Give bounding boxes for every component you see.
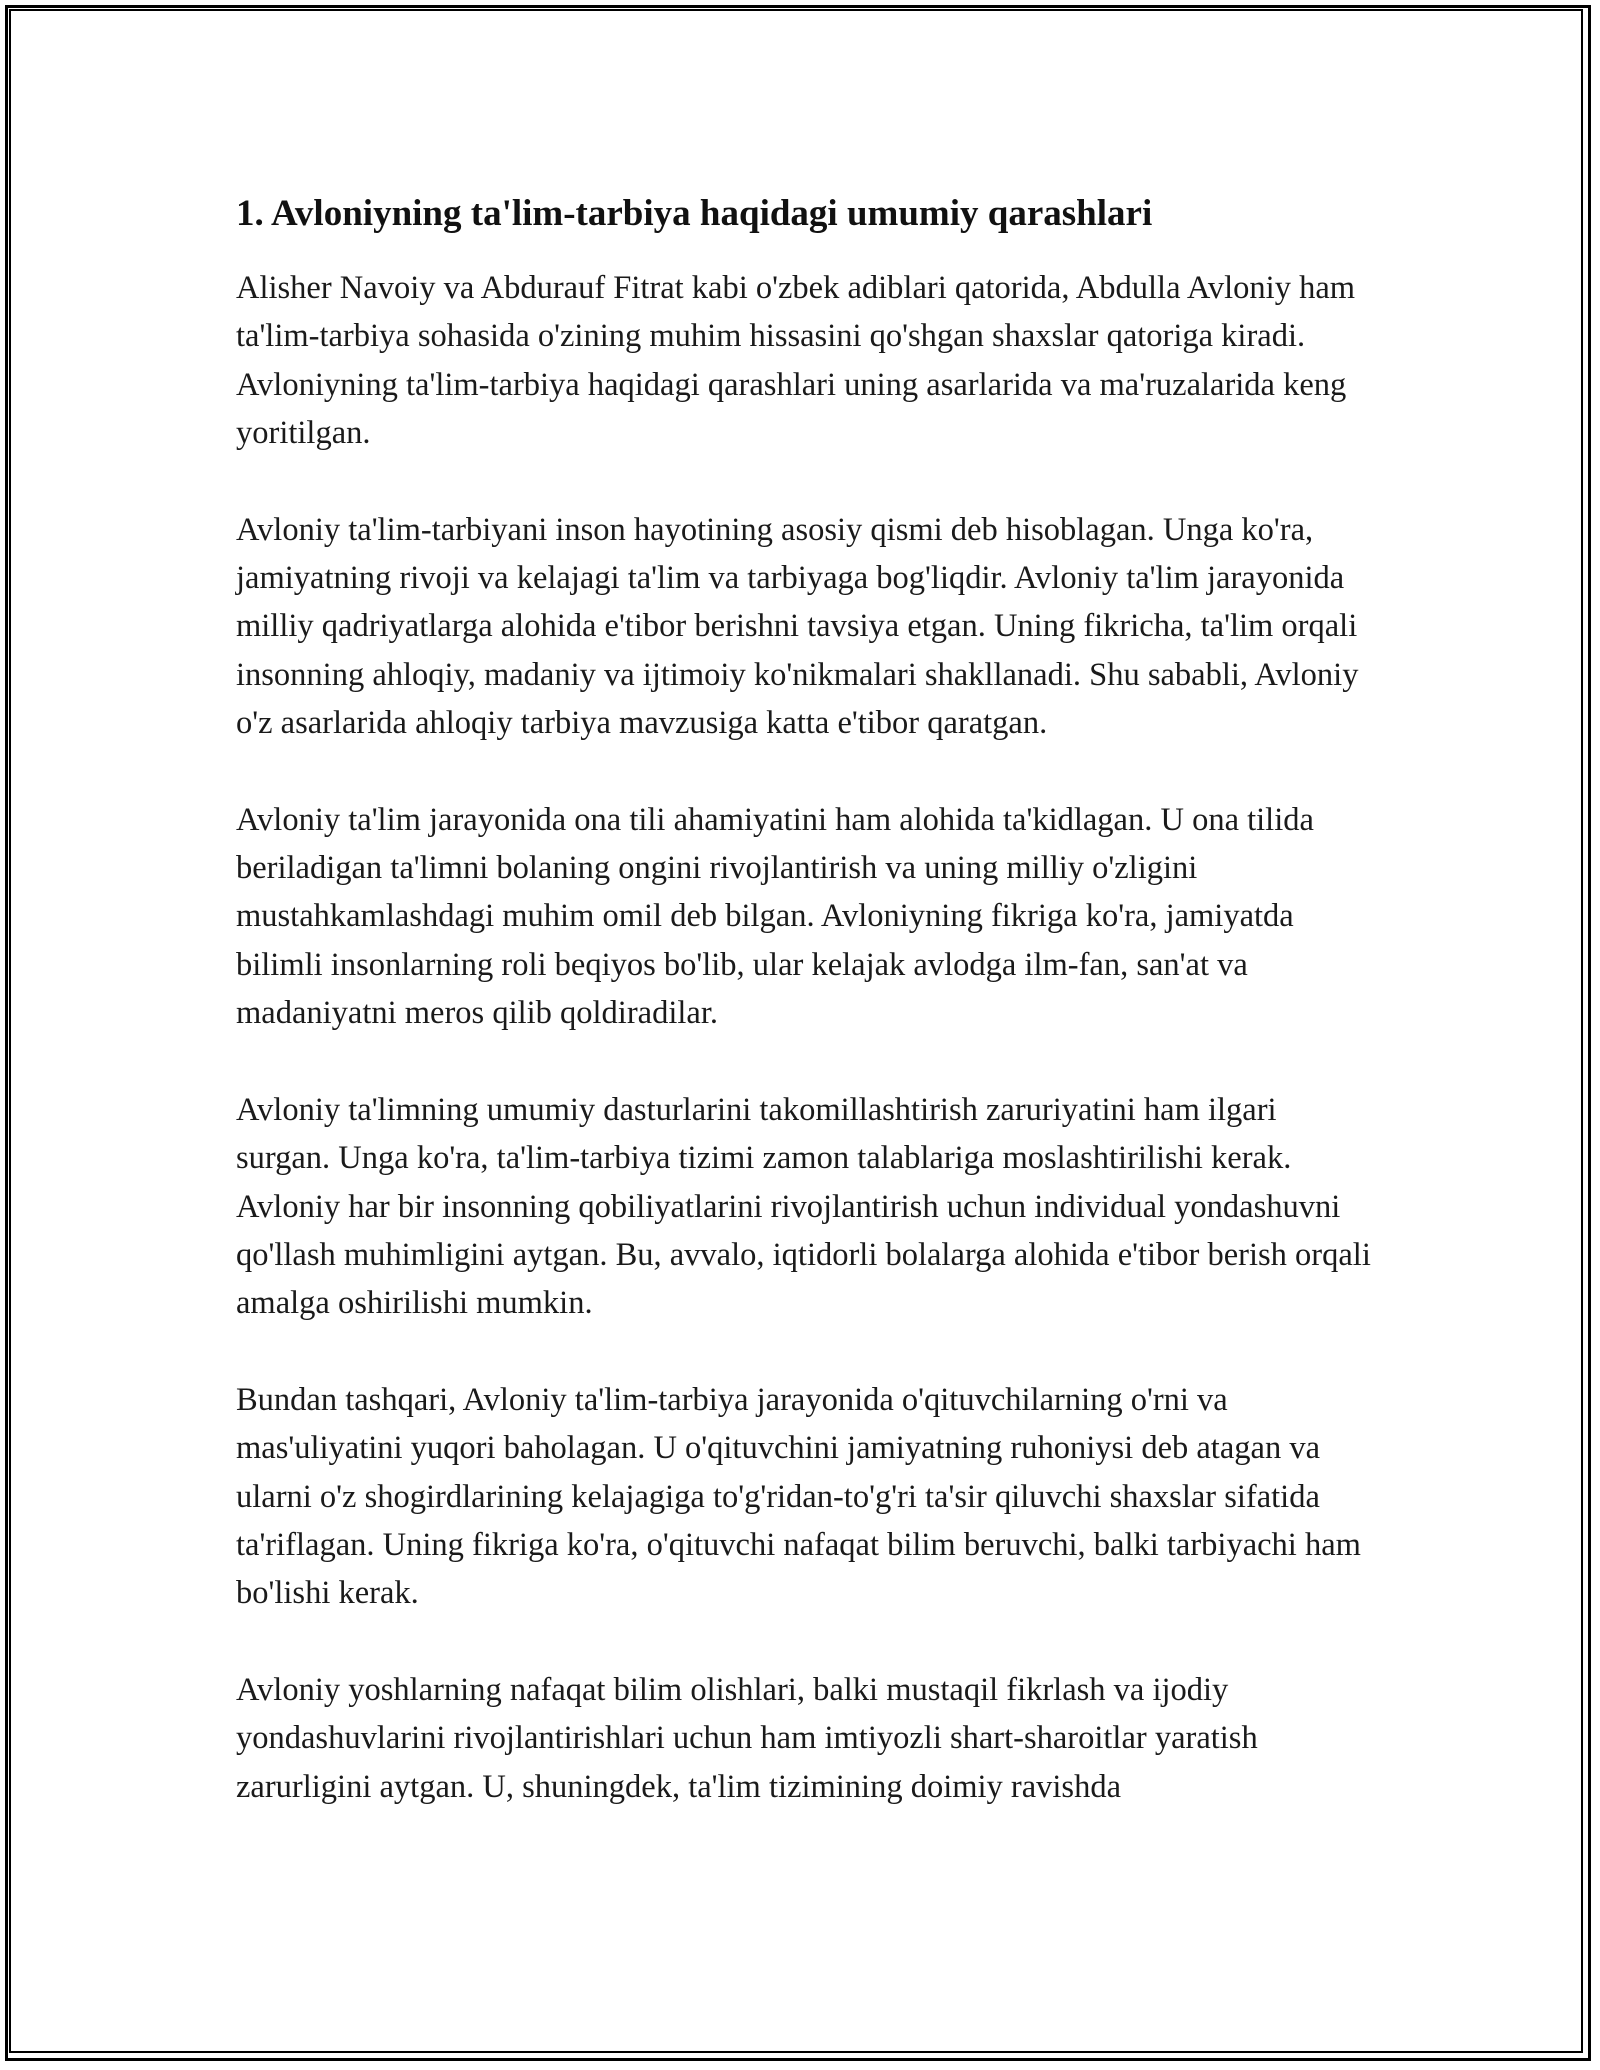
paragraph-5: Bundan tashqari, Avloniy ta'lim-tarbiya jarayonida o'qituvchilarning o'rni va mas'uliyatini yuqori baholagan. U o'qituvchini jamiyatning ruhoniysi deb atagan va ularni o'z shogirdlarining kelajagiga to'g'ridan-to'g'ri ta'sir qiluvchi shaxslar sifatida ta'riflagan. Uning fikriga ko'ra, o'qituvchi nafaqat bilim beruvchi, balki tarbiyachi ham bo'lishi kerak. — [236, 1381, 1361, 1612]
paragraph-2: Avloniy ta'lim-tarbiyani inson hayotining asosiy qismi deb hisoblagan. Unga ko'ra, jamiyatning rivoji va kelajagi ta'lim va tarbiyaga bog'liqdir. Avloniy ta'lim jarayonida milliy qadriyatlarga alohida e'tibor berishni tavsiya etgan. Uning fikricha, ta'lim orqali insonning ahloqiy, madaniy va ijtimoiy ko'nikmalari shakllanadi. Shu sababli, Avloniy o'z asarlarida ahloqiy tarbiya mavzusiga katta e'tibor qaratgan. — [236, 511, 1359, 742]
document-body — [236, 190, 1376, 1859]
paragraph-1: Alisher Navoiy va Abdurauf Fitrat kabi o'zbek adiblari qatorida, Abdulla Avloniy ham ta'lim-tarbiya sohasida o'zining muhim hissasini qo'shgan shaxslar qatoriga kiradi. Avloniyning ta'lim-tarbiya haqidagi qarashlari uning asarlarida va ma'ruzalarida keng yoritilgan. — [236, 270, 1356, 452]
paragraph-6: Avloniy yoshlarning nafaqat bilim olishlari, balki mustaqil fikrlash va ijodiy yondashuvlarini rivojlantirishlari uchun ham imtiyozli shart-sharoitlar yaratish zarurligini aytgan. U, shuningdek, ta'lim tizimining doimiy ravishda — [236, 1671, 1258, 1805]
paragraph-3: Avloniy ta'lim jarayonida ona tili ahamiyatini ham alohida ta'kidlagan. U ona tilida beriladigan ta'limni bolaning ongini rivojlantirish va uning milliy o'zligini mustahkamlashdagi muhim omil deb bilgan. Avloniyning fikriga ko'ra, jamiyatda bilimli insonlarning roli beqiyos bo'lib, ular kelajak avlodga ilm-fan, san'at va madaniyatni meros qilib qoldiradilar. — [236, 801, 1314, 1032]
section-heading: 1. Avloniyning ta'lim-tarbiya haqidagi umumiy qarashlari — [236, 193, 1153, 234]
paragraph-4: Avloniy ta'limning umumiy dasturlarini takomillashtirish zaruriyatini ham ilgari surgan. Unga ko'ra, ta'lim-tarbiya tizimi zamon talablariga moslashtirilishi kerak. Avloniy har bir insonning qobiliyatlarini rivojlantirish uchun individual yondashuvni qo'llash muhimligini aytgan. Bu, avvalo, iqtidorli bolalarga alohida e'tibor berish orqali amalga oshirilishi mumkin. — [236, 1091, 1371, 1322]
